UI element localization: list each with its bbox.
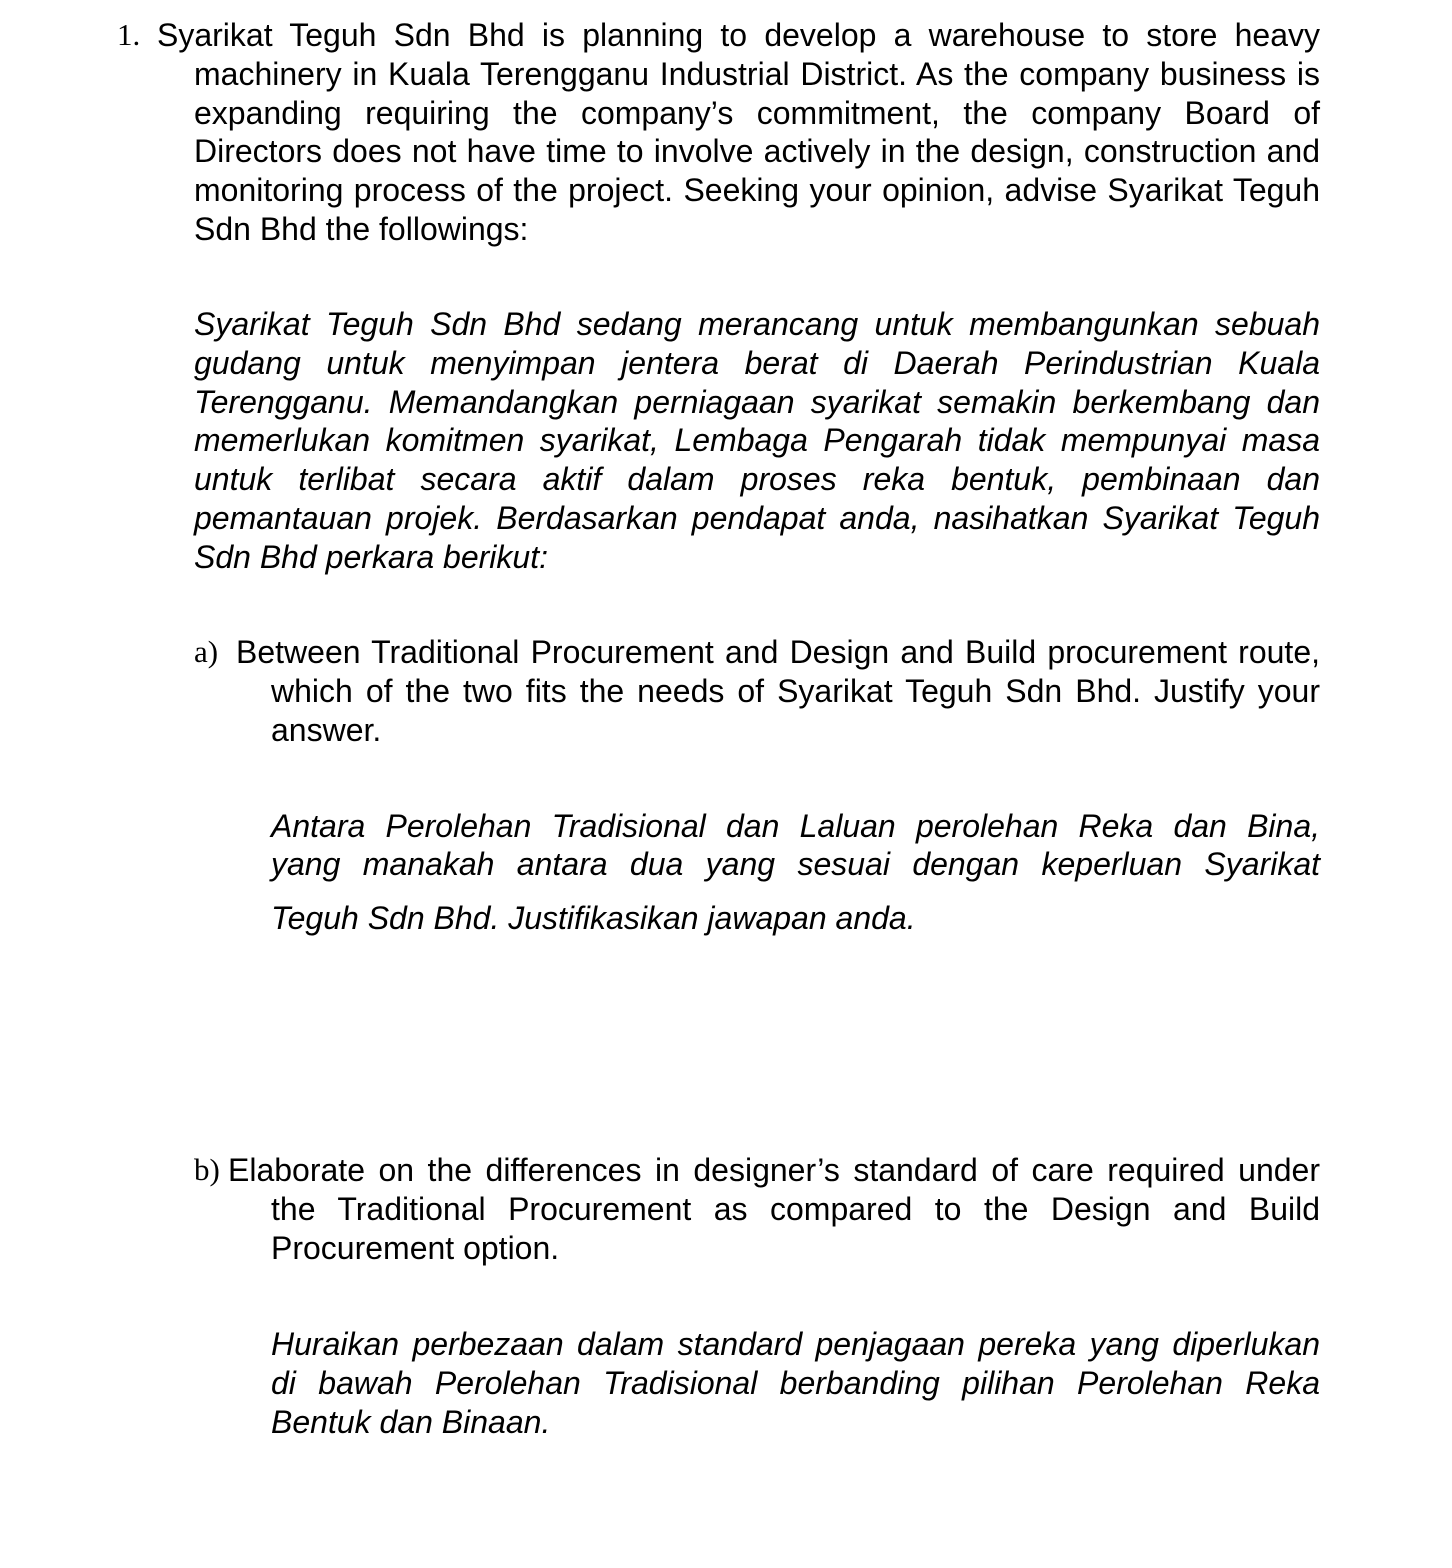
question-number: 1.: [117, 17, 141, 52]
part-b-label: b): [194, 1152, 220, 1187]
part-a-label: a): [194, 634, 219, 669]
part-a-malay-line-3: Teguh Sdn Bhd. Justifikasikan jawapan anda.: [271, 900, 916, 936]
question-intro-malay: Syarikat Teguh Sdn Bhd sedang merancang untuk membangunkan sebuah gudang untuk menyimpan jentera berat di Daerah Perindustrian Kuala Terengganu. Memandangkan perniagaan syarikat semakin berkembang dan memerlukan komitmen syarikat, Lembaga Pengarah tidak mempunyai masa untuk terlibat secara aktif dalam proses reka bentuk, pembinaan dan pemantauan projek. Berdasarkan pendapat anda, nasihatkan Syarikat Teguh Sdn Bhd perkara berikut:: [194, 306, 1320, 575]
question-intro-english: Syarikat Teguh Sdn Bhd is planning to develop a warehouse to store heavy machinery in Kuala Terengganu Industrial District. As the company business is expanding requiring the company’s commitment, the company Board of Directors does not have time to involve actively in the design, construction and monitoring process of the project. Seeking your opinion, advise Syarikat Teguh Sdn Bhd the followings:: [157, 17, 1320, 247]
part-b-english: Elaborate on the differences in designer’s standard of care required under the Traditional Procurement as compared to the Design and Build Procurement option.: [228, 1152, 1320, 1266]
part-a-malay-line-2: yang manakah antara dua yang sesuai dengan keperluan Syarikat: [271, 846, 1320, 882]
part-b-malay: Huraikan perbezaan dalam standard penjagaan pereka yang diperlukan di bawah Perolehan Tradisional berbanding pilihan Perolehan Reka Bentuk dan Binaan.: [271, 1326, 1320, 1440]
part-a-english: Between Traditional Procurement and Design and Build procurement route, which of the two fits the needs of Syarikat Teguh Sdn Bhd. Justify your answer.: [236, 634, 1320, 748]
part-a-malay-line-1: Antara Perolehan Tradisional dan Laluan perolehan Reka dan Bina,: [271, 808, 1320, 844]
